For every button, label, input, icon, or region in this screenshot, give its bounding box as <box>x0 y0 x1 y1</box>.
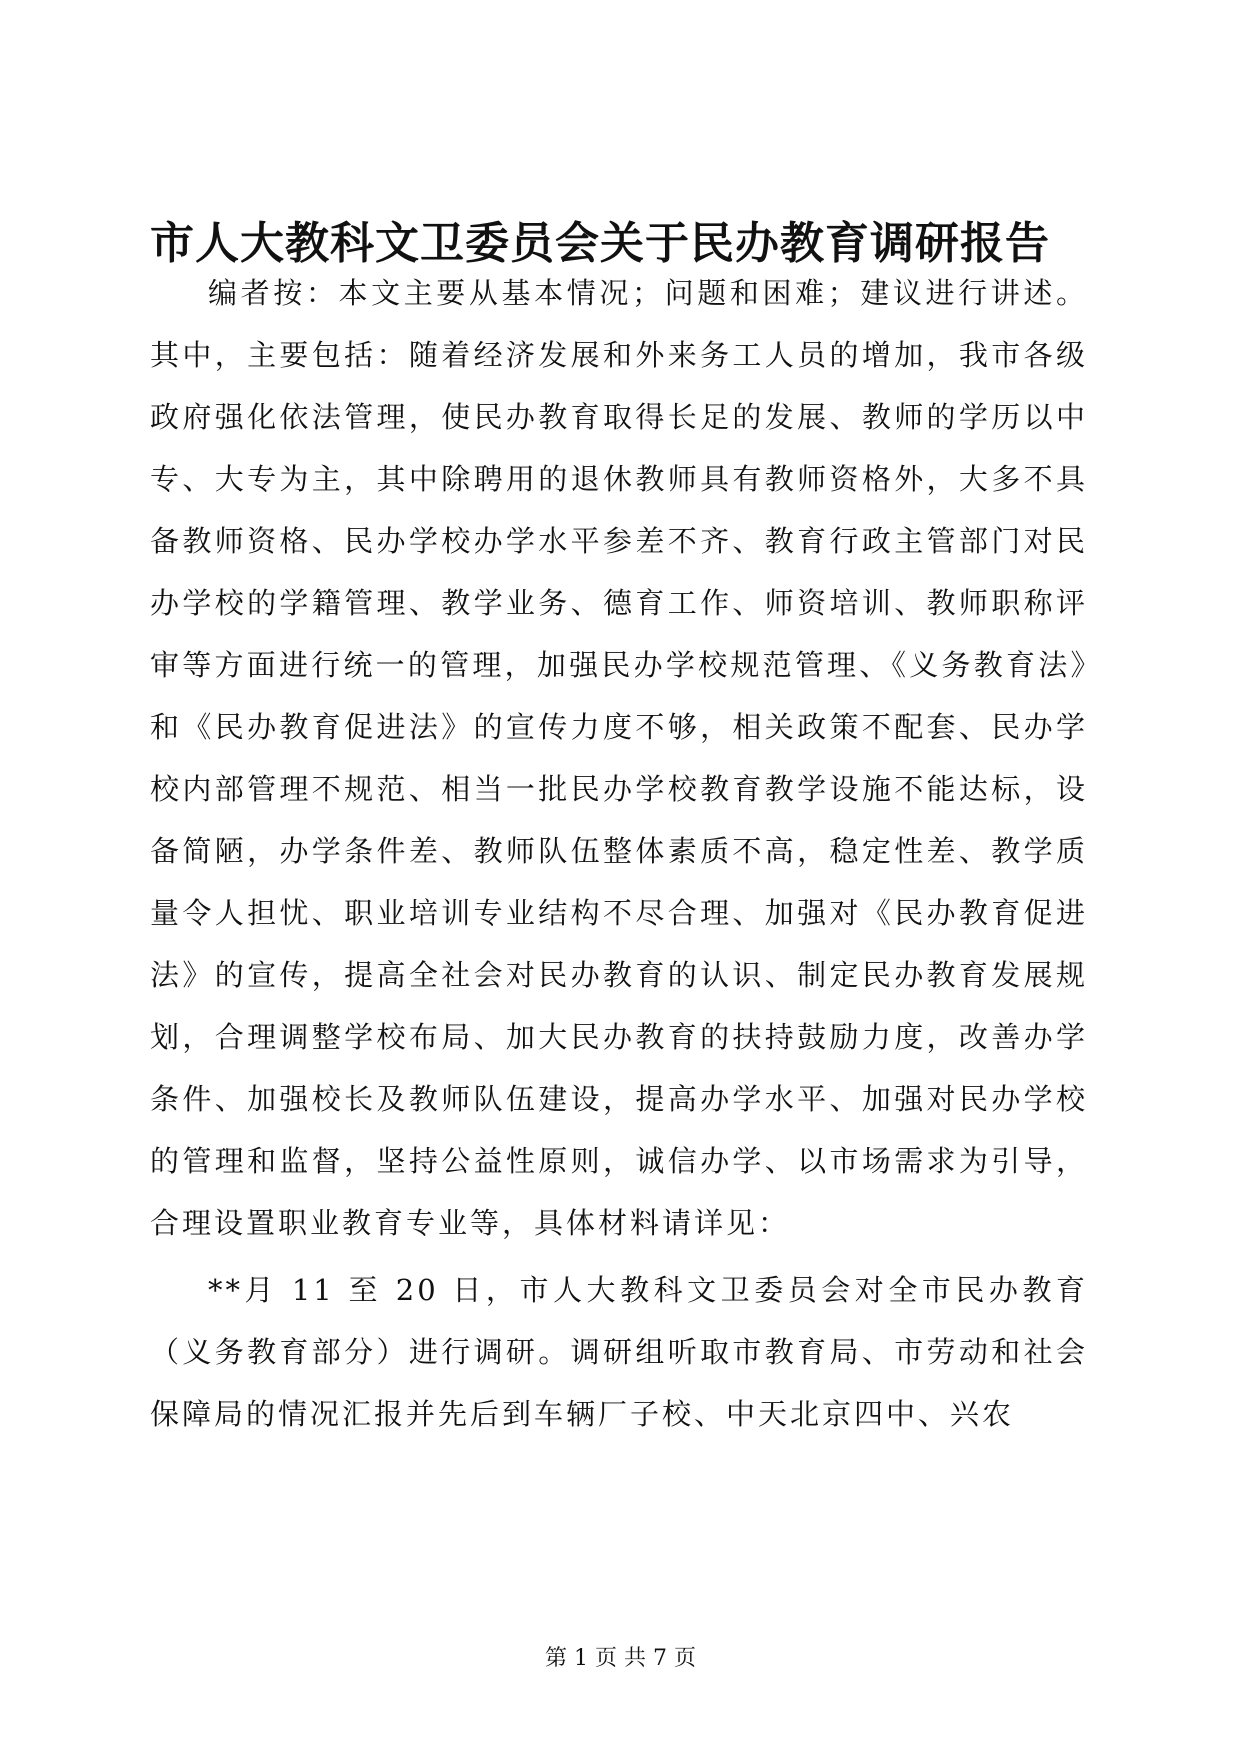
page-number-footer: 第 1 页 共 7 页 <box>545 1646 696 1671</box>
document-title: 市人大教科文卫委员会关于民办教育调研报告 <box>150 218 1050 269</box>
editor-note-paragraph: 编者按：本文主要从基本情况；问题和困难；建议进行讲述。其中，主要包括：随着经济发展和外来务工人员的增加，我市各级政府强化依法管理，使民办教育取得长足的发展、教师的学历以中专、大专为主，其中除聘用的退休教师具有教师资格外，大多不具备教师资格、民办学校办学水平参差不齐、教育行政主管部门对民办学校的学籍管理、教学业务、德育工作、师资培训、教师职称评审等方面进行统一的管理，加强民办学校规范管理、《义务教育法》和《民办教育促进法》的宣传力度不够，相关政策不配套、民办学校内部管理不规范、相当一批民办学校教育教学设施不能达标，设备简陋，办学条件差、教师队伍整体素质不高，稳定性差、教学质量令人担忧、职业培训专业结构不尽合理、加强对《民办教育促进法》的宣传，提高全社会对民办教育的认识、制定民办教育发展规划，合理调整学校布局、加大民办教育的扶持鼓励力度，改善办学条件、加强校长及教师队伍建设，提高办学水平、加强对民办学校的管理和监督，坚持公益性原则，诚信办学、以市场需求为引导，合理设置职业教育专业等，具体材料请详见： <box>150 276 1088 1240</box>
body-paragraph: **月 11 至 20 日，市人大教科文卫委员会对全市民办教育（义务教育部分）进行调研。调研组听取市教育局、市劳动和社会保障局的情况汇报并先后到车辆厂子校、中天北京四中、兴农 <box>150 1273 1088 1431</box>
document-body <box>150 262 1088 1445</box>
